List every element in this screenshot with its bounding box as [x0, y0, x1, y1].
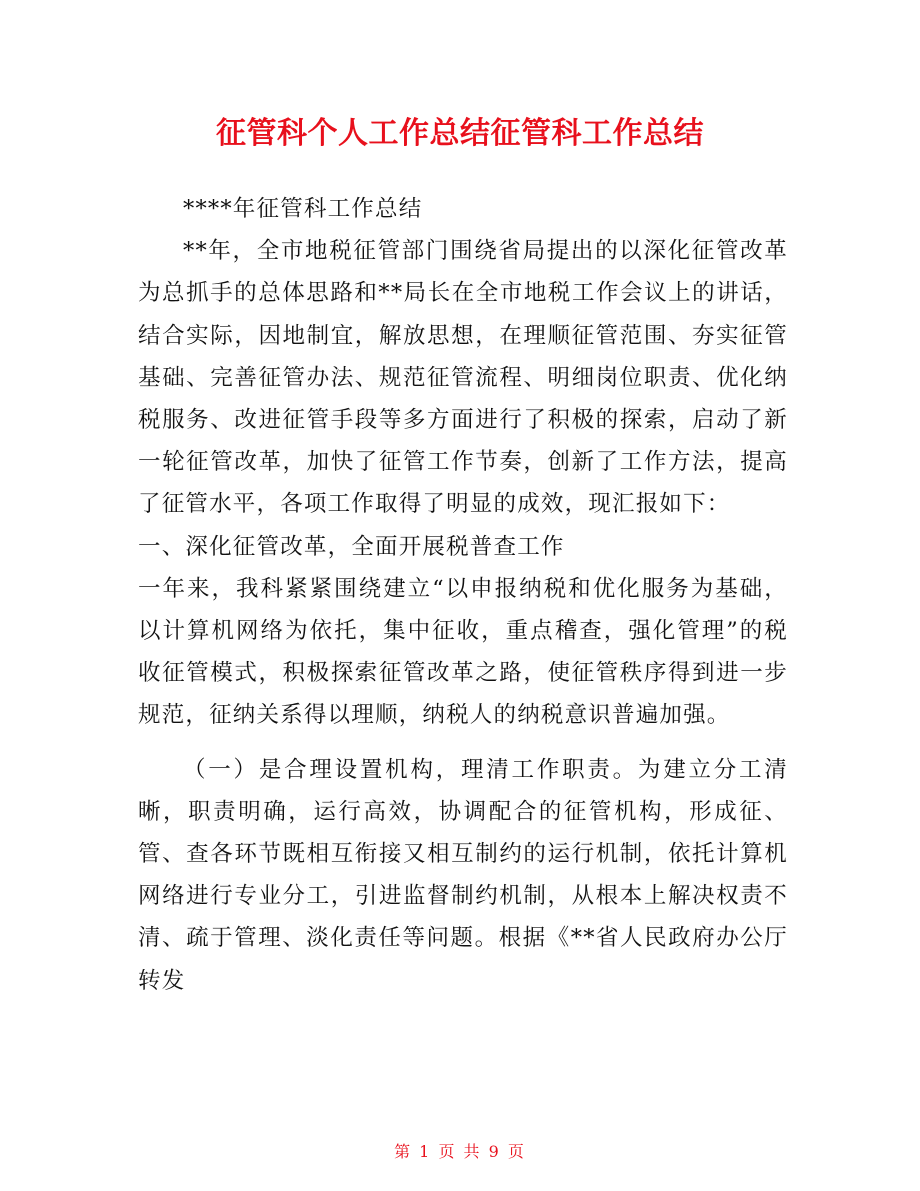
page-footer: 第 1 页 共 9 页 — [394, 1142, 526, 1161]
intro-paragraph: **年，全市地税征管部门围绕省局提出的以深化征管改革为总抓手的总体思路和**局长在全市地税工作会议上的讲话，结合实际，因地制宜，解放思想，在理顺征管范围、夯实征管基础、完善征管办法、规范征管流程、明细岗位职责、优化纳税服务、改进征管手段等多方面进行了积极的探索，启动了新一轮征管改革，加快了征管工作节奏，创新了工作方法，提高了征管水平，各项工作取得了明显的成效，现汇报如下： — [138, 238, 788, 518]
section-heading: 一、深化征管改革，全面开展税普查工作 — [138, 533, 565, 560]
subtitle-paragraph: ****年征管科工作总结 — [183, 196, 423, 222]
document-title: 征管科个人工作总结征管科工作总结 — [216, 116, 704, 151]
document-body — [138, 188, 788, 1002]
body-paragraph: （一）是合理设置机构，理清工作职责。为建立分工清晰，职责明确，运行高效，协调配合的征管机构，形成征、管、查各环节既相互衔接又相互制约的运行机制，依托计算机网络进行专业分工，引进监督制约机制，从根本上解决权责不清、疏于管理、淡化责任等问题。根据《**省人民政府办公厅转发 — [138, 756, 788, 994]
body-paragraph: 一年来，我科紧紧围绕建立“以申报纳税和优化服务为基础，以计算机网络为依托，集中征收，重点稽查，强化管理”的税收征管模式，积极探索征管改革之路，使征管秩序得到进一步规范，征纳关系得以理顺，纳税人的纳税意识普遍加强。 — [138, 575, 788, 729]
